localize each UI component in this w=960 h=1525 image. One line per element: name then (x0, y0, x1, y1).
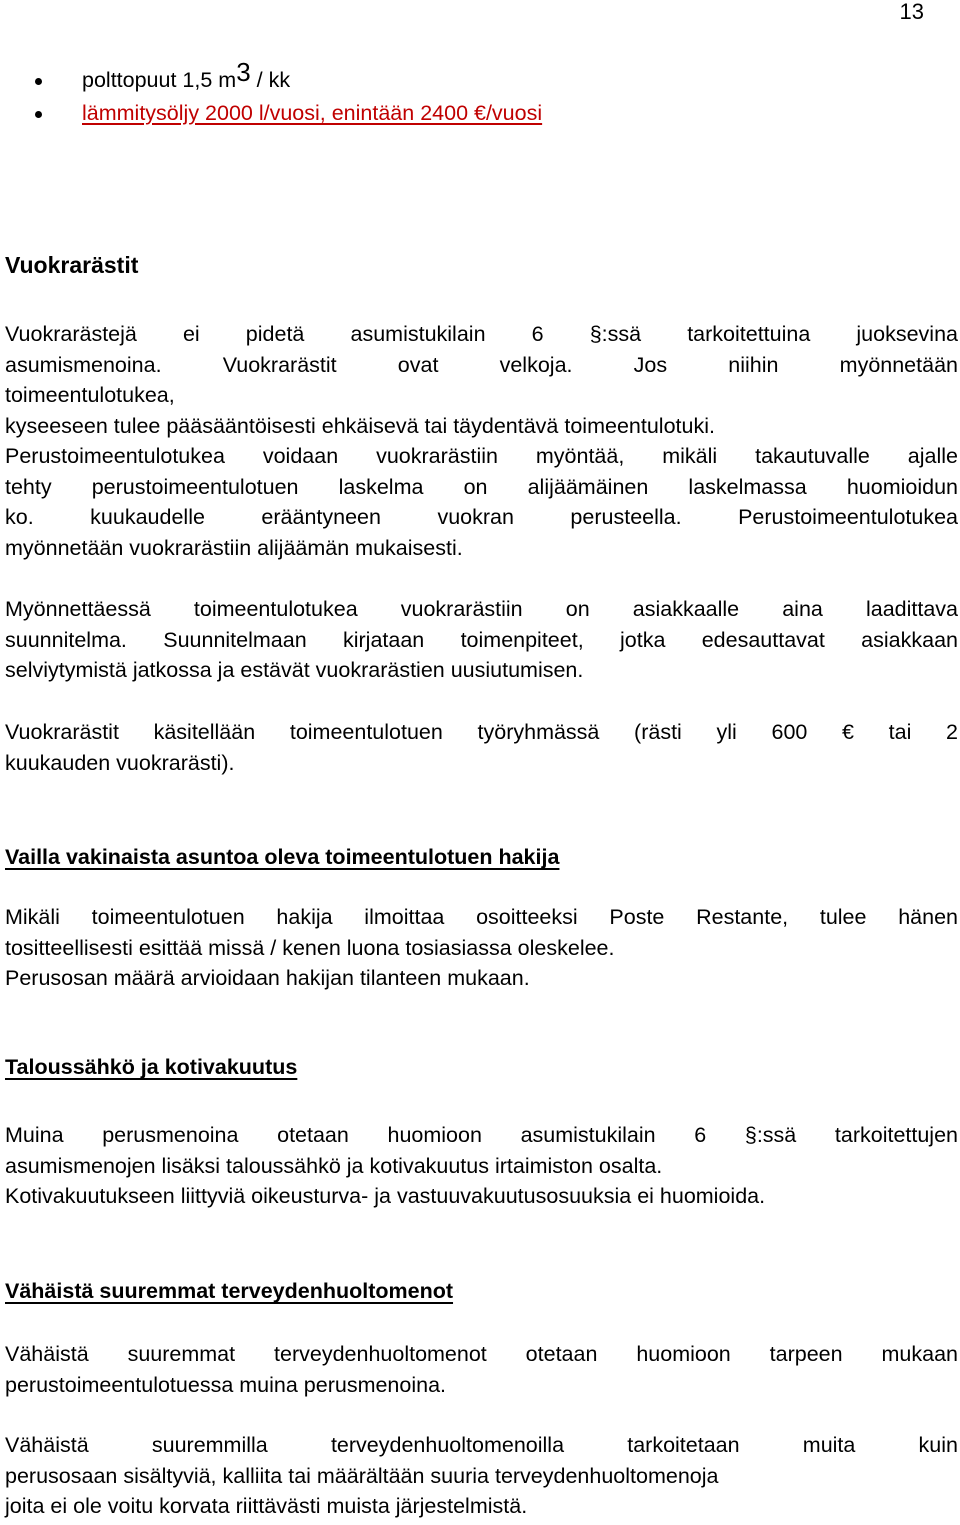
text-line: asumismenojen lisäksi taloussähkö ja kotivakuutus irtaimiston osalta. (5, 1153, 663, 1178)
section-heading-terveys: Vähäistä suuremmat terveydenhuoltomenot (5, 1279, 454, 1303)
section-heading-talous: Taloussähkö ja kotivakuutus (5, 1055, 298, 1079)
text-line: tositteellisesti esittää missä / kenen luona tosiasiassa oleskelee. (5, 935, 615, 960)
bullet-icon (35, 111, 42, 118)
list-item (35, 57, 935, 97)
text-line: Kotivakuutukseen liittyviä oikeusturva- ja vastuuvakuutusosuuksia ei huomioida. (5, 1184, 766, 1208)
text-line: Mikäli toimeentulotuen hakija ilmoittaa osoitteeksi Poste Restante, tulee hänen (5, 905, 958, 929)
bullet-icon (35, 78, 42, 85)
paragraph-terveys-2 (5, 1430, 958, 1522)
paragraph-vuokrarastit-3 (5, 717, 958, 778)
paragraph-vuokrarastit-2 (5, 594, 958, 686)
text-line: kyseeseen tulee pääsääntöisesti ehkäisevä tai täydentävä toimeentulotuki. (5, 413, 715, 438)
text-line: Myönnettäessä toimeentulotukea vuokrarästiin on asiakkaalle aina laadittava (5, 597, 958, 621)
text-line: selviytymistä jatkossa ja estävät vuokrarästien uusiutumisen. (5, 658, 584, 682)
paragraph-terveys-1 (5, 1339, 958, 1400)
page-number: 13 (899, 0, 924, 24)
text-line: Perustoimeentulotukea voidaan vuokrarästiin myöntää, mikäli takautuvalle ajalle (5, 444, 958, 468)
text-line: perustoimeentulotuessa muina perusmenoina. (5, 1372, 447, 1397)
paragraph-vailla-1 (5, 902, 958, 994)
text-line: kuukauden vuokrarästi). (5, 750, 235, 775)
bullet-suffix: / kk (250, 68, 291, 92)
text-line: ko. kuukaudelle erääntyneen vuokran perusteella. Perustoimeentulotukea (5, 505, 958, 529)
paragraph-talous-1 (5, 1120, 958, 1212)
text-line: Vähäistä suuremmat terveydenhuoltomenot otetaan huomioon tarpeen mukaan (5, 1342, 958, 1366)
text-line: asumismenoina. Vuokrarästit ovat velkoja. Jos niihin myönnetään (5, 352, 958, 377)
list-item (35, 97, 935, 130)
text-line: toimeentulotukea, (5, 383, 175, 407)
text-line: Vuokrarästejä ei pidetä asumistukilain 6 §:ssä tarkoitettuina juoksevina (5, 322, 958, 346)
text-line: perusosaan sisältyviä, kalliita tai määrältään suuria terveydenhuoltomenoja (5, 1463, 719, 1488)
superscript: 3 (236, 57, 251, 87)
section-heading-vailla: Vailla vakinaista asuntoa oleva toimeentulotuen hakija (5, 845, 560, 869)
text-line: Vuokrarästit käsitellään toimeentulotuen työryhmässä (rästi yli 600 € tai 2 (5, 720, 958, 744)
text-line: Perusosan määrä arvioidaan hakijan tilanteen mukaan. (5, 966, 530, 990)
text-line: myönnetään vuokrarästiin alijäämän mukaisesti. (5, 535, 463, 560)
text-line: suunnitelma. Suunnitelmaan kirjataan toimenpiteet, jotka edesauttavat asiakkaan (5, 627, 958, 652)
section-heading-vuokrarastit: Vuokrarästit (5, 252, 139, 278)
bullet-text (82, 57, 291, 97)
text-line: Muina perusmenoina otetaan huomioon asumistukilain 6 §:ssä tarkoitettujen (5, 1123, 958, 1147)
bullet-list (35, 57, 935, 130)
text-line: Vähäistä suuremmilla terveydenhuoltomenoilla tarkoitetaan muita kuin (5, 1433, 958, 1457)
text-line: joita ei ole voitu korvata riittävästi muista järjestelmistä. (5, 1494, 528, 1518)
paragraph-vuokrarastit-1 (5, 319, 958, 563)
bullet-label: polttopuut 1,5 m (82, 68, 237, 92)
text-line: tehty perustoimeentulotuen laskelma on alijäämäinen laskelmassa huomioidun (5, 474, 958, 499)
bullet-link[interactable]: lämmitysöljy 2000 l/vuosi, enintään 2400 €/vuosi (82, 101, 543, 125)
